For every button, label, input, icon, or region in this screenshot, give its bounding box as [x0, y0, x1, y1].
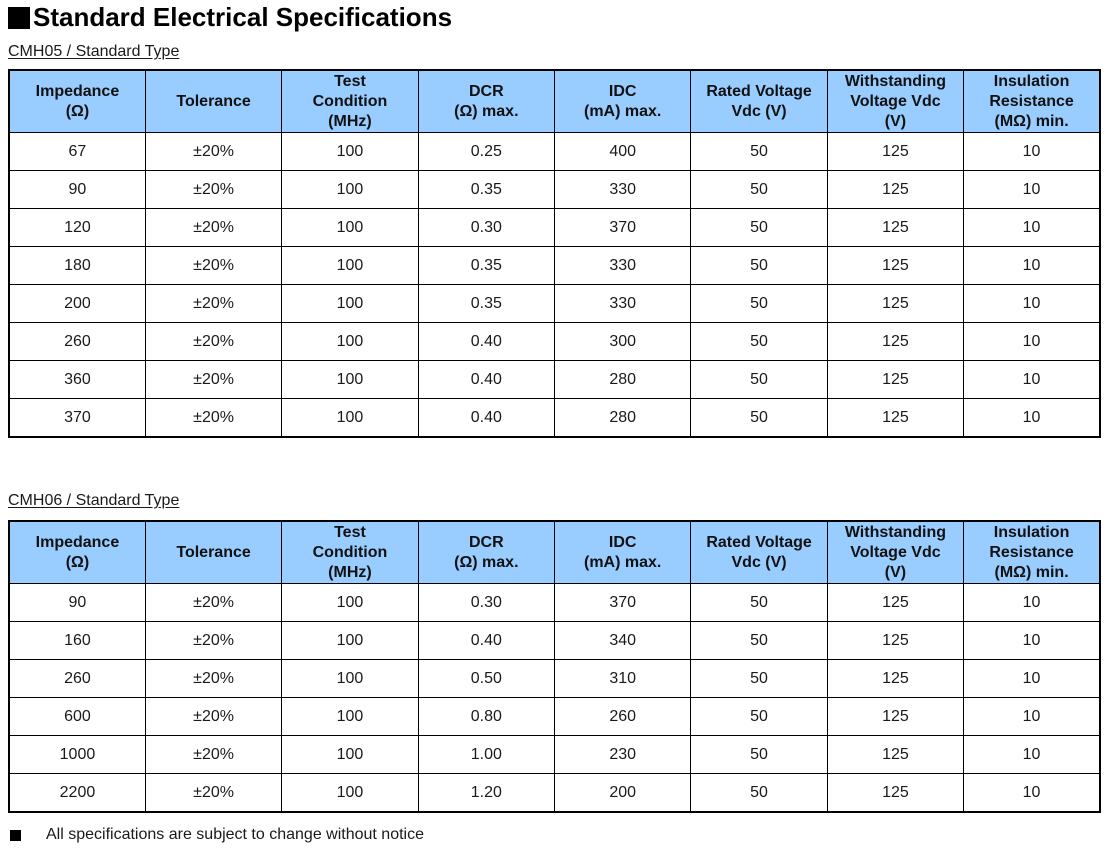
table-cell: 0.80: [418, 698, 554, 736]
column-header-line: Insulation: [993, 72, 1070, 90]
table-cell: 330: [555, 285, 691, 323]
column-header-line: (V): [884, 112, 907, 130]
table-cell: 340: [555, 622, 691, 660]
table-cell: 100: [282, 399, 418, 438]
table-cell: 0.30: [418, 584, 554, 622]
table-cell: ±20%: [145, 774, 281, 813]
table-cell: 230: [555, 736, 691, 774]
square-bullet-icon: [10, 830, 21, 841]
table-cell: 10: [964, 774, 1100, 813]
table-cell: 260: [555, 698, 691, 736]
table-cell: 360: [9, 361, 145, 399]
table-cell: 100: [282, 698, 418, 736]
table-cell: 125: [827, 622, 963, 660]
table-cell: ±20%: [145, 285, 281, 323]
table-cell: 370: [9, 399, 145, 438]
table-cell: 280: [555, 399, 691, 438]
table-cell: 125: [827, 399, 963, 438]
column-header-line: (Ω) max.: [454, 102, 519, 120]
column-header-line: (Ω): [65, 553, 90, 571]
table-cell: 10: [964, 584, 1100, 622]
table-cell: 370: [555, 209, 691, 247]
table-cell: ±20%: [145, 209, 281, 247]
table-row: [9, 323, 1100, 361]
column-header: [827, 70, 963, 133]
column-header-line: Vdc (V): [731, 553, 787, 571]
table-cell: 330: [555, 247, 691, 285]
table-cell: ±20%: [145, 622, 281, 660]
table-cell: 10: [964, 247, 1100, 285]
column-header-line: (mA) max.: [584, 102, 662, 120]
table-cell: 260: [9, 323, 145, 361]
table-cell: ±20%: [145, 171, 281, 209]
table-cell: 10: [964, 736, 1100, 774]
spec-table-cmh06: [8, 520, 1101, 813]
table-cell: 100: [282, 133, 418, 171]
table-cell: 125: [827, 774, 963, 813]
column-header-line: (MΩ) min.: [994, 112, 1069, 130]
column-header: [282, 70, 418, 133]
table-cell: ±20%: [145, 361, 281, 399]
table-cell: 0.50: [418, 660, 554, 698]
column-header: [691, 70, 827, 133]
table-cell: 160: [9, 622, 145, 660]
table-cell: 0.25: [418, 133, 554, 171]
table-cell: 50: [691, 736, 827, 774]
table-cell: 50: [691, 622, 827, 660]
table-cell: 0.40: [418, 361, 554, 399]
table-cell: 1.00: [418, 736, 554, 774]
table-cell: 280: [555, 361, 691, 399]
table-cell: 125: [827, 171, 963, 209]
column-header-line: (mA) max.: [584, 553, 662, 571]
table-cell: 125: [827, 698, 963, 736]
table-cell: 50: [691, 774, 827, 813]
column-header-line: (Ω) max.: [454, 553, 519, 571]
column-header: [964, 70, 1100, 133]
table-cell: 310: [555, 660, 691, 698]
table-cell: 1.20: [418, 774, 554, 813]
table-cell: ±20%: [145, 584, 281, 622]
table-cell: 50: [691, 660, 827, 698]
table-cell: 90: [9, 171, 145, 209]
column-header-line: (MΩ) min.: [994, 563, 1069, 581]
section-subtitle-cmh06: CMH06 / Standard Type: [8, 492, 180, 509]
table-cell: 125: [827, 660, 963, 698]
table-cell: 260: [9, 660, 145, 698]
column-header-line: Resistance: [989, 543, 1074, 561]
section-subtitle-cmh05: CMH05 / Standard Type: [8, 43, 180, 60]
table-cell: 300: [555, 323, 691, 361]
column-header-line: Voltage Vdc: [850, 92, 941, 110]
table-cell: 125: [827, 247, 963, 285]
table-cell: 10: [964, 209, 1100, 247]
page-title: [8, 2, 452, 32]
column-header-line: IDC: [608, 533, 637, 551]
column-header-line: Tolerance: [176, 92, 251, 110]
column-header-line: DCR: [468, 533, 504, 551]
table-cell: 50: [691, 247, 827, 285]
spec-table-cmh05: [8, 69, 1101, 438]
column-header-line: Impedance: [35, 533, 120, 551]
table-cell: 180: [9, 247, 145, 285]
table-cell: 120: [9, 209, 145, 247]
table-cell: 125: [827, 285, 963, 323]
column-header-line: Resistance: [989, 92, 1074, 110]
column-header-line: Condition: [312, 92, 388, 110]
table-row: [9, 209, 1100, 247]
table-cell: 125: [827, 584, 963, 622]
table-cell: 10: [964, 399, 1100, 438]
column-header-line: Withstanding: [844, 523, 947, 541]
table-cell: 10: [964, 698, 1100, 736]
column-header: [964, 521, 1100, 584]
table-cell: 100: [282, 660, 418, 698]
table-cell: 400: [555, 133, 691, 171]
table-cell: 125: [827, 133, 963, 171]
table-cell: 100: [282, 171, 418, 209]
column-header: [418, 521, 554, 584]
table-cell: 370: [555, 584, 691, 622]
table-row: [9, 171, 1100, 209]
table-cell: 0.40: [418, 323, 554, 361]
table-cell: 100: [282, 247, 418, 285]
table-cell: ±20%: [145, 399, 281, 438]
table-cell: 330: [555, 171, 691, 209]
table-cell: 50: [691, 399, 827, 438]
footnote-text: All specifications are subject to change without notice: [46, 826, 424, 843]
column-header-line: (Ω): [65, 102, 90, 120]
table-cell: 125: [827, 736, 963, 774]
table-row: [9, 133, 1100, 171]
table-row: [9, 698, 1100, 736]
table-cell: ±20%: [145, 736, 281, 774]
table-cell: 100: [282, 361, 418, 399]
table-cell: 50: [691, 361, 827, 399]
column-header: [9, 521, 145, 584]
table-cell: 10: [964, 660, 1100, 698]
table-cell: 10: [964, 361, 1100, 399]
table-row: [9, 247, 1100, 285]
column-header: [145, 521, 281, 584]
column-header-line: Rated Voltage: [706, 533, 812, 551]
table-row: [9, 584, 1100, 622]
table-cell: 50: [691, 133, 827, 171]
table-cell: 100: [282, 323, 418, 361]
table-cell: 10: [964, 171, 1100, 209]
column-header-line: Voltage Vdc: [850, 543, 941, 561]
table-cell: 50: [691, 584, 827, 622]
column-header-line: DCR: [468, 82, 504, 100]
table-cell: 50: [691, 323, 827, 361]
column-header-line: Test: [334, 72, 366, 90]
column-header: [691, 521, 827, 584]
column-header-line: Test: [334, 523, 366, 541]
table-cell: ±20%: [145, 323, 281, 361]
table-cell: 125: [827, 323, 963, 361]
table-cell: 67: [9, 133, 145, 171]
table-cell: 100: [282, 622, 418, 660]
table-cell: ±20%: [145, 133, 281, 171]
column-header-line: Insulation: [993, 523, 1070, 541]
table-cell: 200: [555, 774, 691, 813]
table-row: [9, 361, 1100, 399]
column-header: [555, 70, 691, 133]
column-header-line: IDC: [608, 82, 637, 100]
footnote: [10, 826, 424, 844]
column-header-line: Rated Voltage: [706, 82, 812, 100]
table-cell: 10: [964, 323, 1100, 361]
column-header-line: Condition: [312, 543, 388, 561]
table-row: [9, 660, 1100, 698]
table-row: [9, 285, 1100, 323]
table-header-row: [9, 521, 1100, 584]
table-cell: 600: [9, 698, 145, 736]
table-cell: ±20%: [145, 660, 281, 698]
column-header-line: (V): [884, 563, 907, 581]
table-cell: 10: [964, 133, 1100, 171]
column-header-line: Tolerance: [176, 543, 251, 561]
table-cell: 125: [827, 209, 963, 247]
table-cell: 2200: [9, 774, 145, 813]
table-row: [9, 736, 1100, 774]
table-row: [9, 622, 1100, 660]
column-header-line: Vdc (V): [731, 102, 787, 120]
table-cell: 125: [827, 361, 963, 399]
square-bullet-icon: [8, 7, 30, 29]
table-cell: 50: [691, 171, 827, 209]
column-header: [827, 521, 963, 584]
column-header-line: Impedance: [35, 82, 120, 100]
table-cell: 0.40: [418, 399, 554, 438]
table-header-row: [9, 70, 1100, 133]
table-cell: ±20%: [145, 247, 281, 285]
column-header-line: (MHz): [328, 563, 372, 581]
table-cell: 100: [282, 209, 418, 247]
table-cell: 10: [964, 622, 1100, 660]
table-cell: 100: [282, 774, 418, 813]
table-cell: 0.35: [418, 285, 554, 323]
table-cell: 10: [964, 285, 1100, 323]
table-cell: 50: [691, 209, 827, 247]
table-row: [9, 774, 1100, 813]
table-cell: 200: [9, 285, 145, 323]
table-cell: 90: [9, 584, 145, 622]
column-header: [282, 521, 418, 584]
table-cell: 0.35: [418, 247, 554, 285]
table-cell: 50: [691, 285, 827, 323]
table-cell: 0.40: [418, 622, 554, 660]
column-header: [145, 70, 281, 133]
table-cell: 100: [282, 285, 418, 323]
table-cell: 1000: [9, 736, 145, 774]
column-header: [555, 521, 691, 584]
column-header-line: Withstanding: [844, 72, 947, 90]
column-header: [418, 70, 554, 133]
table-cell: 50: [691, 698, 827, 736]
table-cell: 0.35: [418, 171, 554, 209]
table-row: [9, 399, 1100, 438]
table-cell: ±20%: [145, 698, 281, 736]
page-title-text: Standard Electrical Specifications: [33, 1, 453, 32]
table-cell: 0.30: [418, 209, 554, 247]
column-header-line: (MHz): [328, 112, 372, 130]
table-cell: 100: [282, 736, 418, 774]
table-cell: 100: [282, 584, 418, 622]
column-header: [9, 70, 145, 133]
